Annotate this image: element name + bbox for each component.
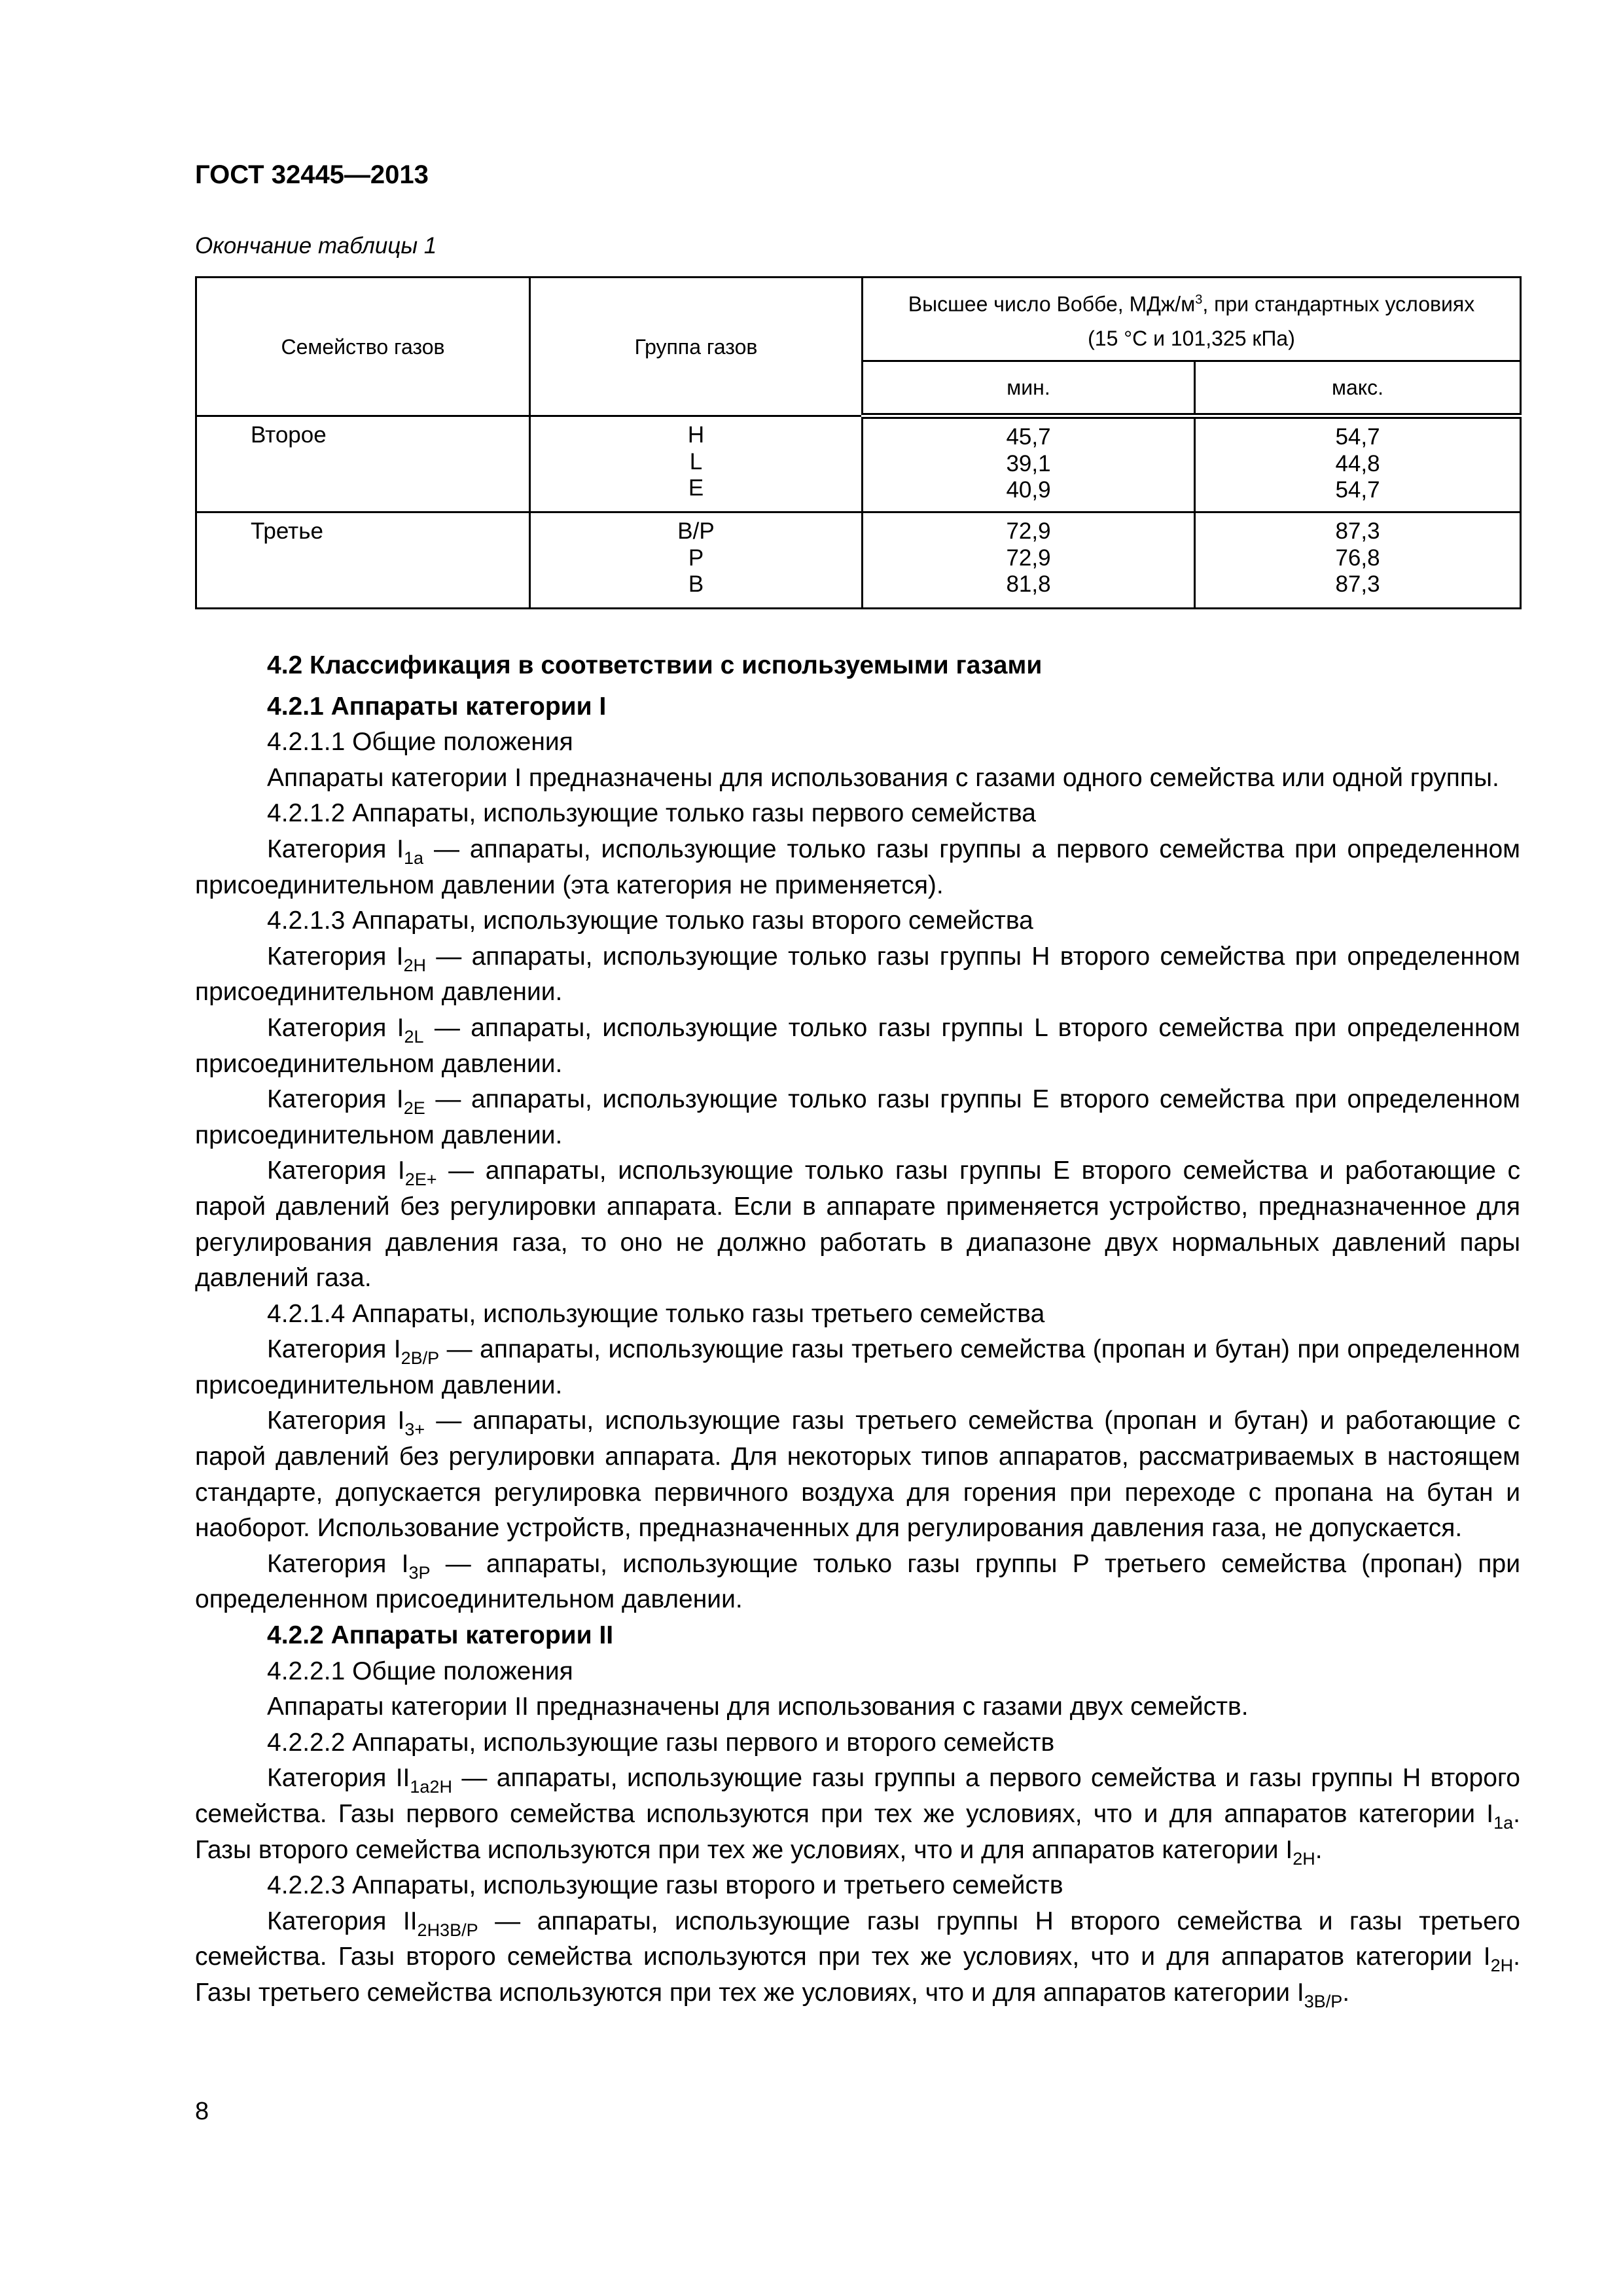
cell-min [863, 512, 1195, 609]
paragraph [195, 761, 1520, 797]
text-run: — аппараты, использующие газы третьего семейства (пропан и бутан) и работающие с парой давлений без регулировки аппарата. Для некоторых типов аппаратов, рассматриваемых в настоящем стандарте, допускается регулировка первичного воздуха для горения при переходе с пропана на бутан и наоборот. Использование устройств, предназначенных для регулирования давления газа, не допускается. [195, 1407, 1520, 1543]
subscript: 2H [1293, 1848, 1315, 1869]
min-value: 39,1 [1006, 450, 1051, 476]
max-value: 54,7 [1335, 477, 1380, 503]
body-text [195, 648, 1520, 2011]
paragraph [195, 1403, 1520, 1546]
text-run: — аппараты, использующие только газы группы Н второго семейства при определенном присоединительном давлении. [195, 942, 1520, 1007]
text-run: 4.2.1 Аппараты категории I [267, 692, 607, 721]
text-run: 4.2.2.1 Общие положения [267, 1657, 573, 1685]
wobbe-conditions: (15 °С и 101,325 кПа) [1088, 326, 1295, 350]
subscript: 3P [408, 1562, 431, 1583]
text-run: Категория I [267, 1549, 409, 1578]
min-value: 40,9 [1006, 477, 1051, 503]
text-run: — аппараты, использующие только газы группы L второго семейства при определенном присоединительном давлении. [195, 1013, 1520, 1078]
text-run: 4.2 Классификация в соответствии с используемыми газами [267, 651, 1043, 679]
text-run: Категория II [267, 1907, 418, 1935]
text-run: 4.2.2.3 Аппараты, использующие газы второго и третьего семейств [267, 1871, 1063, 1900]
paragraph [195, 1725, 1520, 1761]
text-run: 4.2.1.1 Общие положения [267, 728, 573, 757]
paragraph [195, 1761, 1520, 1868]
text-run: Категория I [267, 1085, 404, 1114]
text-run: . [1315, 1835, 1323, 1864]
text-run: Категория I [267, 1335, 401, 1364]
col-header-group: Группа газов [530, 278, 863, 416]
section-heading [195, 648, 1520, 684]
paragraph [195, 1153, 1520, 1296]
table-row [196, 512, 1521, 609]
paragraph [195, 1904, 1520, 2011]
wobbe-table [195, 276, 1522, 609]
subscript: 2H [1490, 1956, 1514, 1976]
text-run: — аппараты, использующие только газы группы а первого семейства при определенном присоединительном давлении (эта категория не применяется). [195, 834, 1520, 899]
paragraph [195, 1332, 1520, 1403]
group-value: B [688, 571, 704, 597]
text-run: . Газы третьего семейства используются при тех же условиях, что и для аппаратов категории I [195, 1943, 1520, 2007]
text-run: . [1342, 1978, 1350, 2007]
subscript: 2B/P [401, 1348, 440, 1369]
max-value: 76,8 [1335, 545, 1380, 571]
min-value: 45,7 [1006, 424, 1051, 450]
col-header-max: макс. [1195, 361, 1521, 416]
subscript: 2E+ [404, 1170, 437, 1190]
paragraph [195, 1011, 1520, 1082]
text-run: — аппараты, использующие только газы группы Е второго семейства при определенном присоединительном давлении. [195, 1085, 1520, 1149]
text-run: — аппараты, использующие газы третьего семейства (пропан и бутан) при определенном присоединительном давлении. [195, 1335, 1520, 1399]
text-run: Категория II [267, 1764, 410, 1793]
text-run: 4.2.1.3 Аппараты, использующие только газы второго семейства [267, 906, 1033, 935]
paragraph [195, 1082, 1520, 1153]
text-run: 4.2.2 Аппараты категории II [267, 1621, 614, 1650]
col-header-wobbe [863, 278, 1521, 361]
text-run: Категория I [267, 942, 404, 971]
text-run: — аппараты, использующие только газы группы Р третьего семейства (пропан) при определенном присоединительном давлении. [195, 1549, 1520, 1614]
subscript: 3B/P [1304, 1991, 1343, 2011]
min-value: 72,9 [1006, 545, 1051, 571]
text-run: Аппараты категории I предназначены для использования с газами одного семейства или одной группы. [267, 763, 1499, 792]
min-value: 81,8 [1006, 571, 1051, 597]
subscript: 1a [1493, 1813, 1514, 1833]
cell-max [1195, 512, 1521, 609]
cell-min [863, 416, 1195, 512]
col-header-min: мин. [863, 361, 1195, 416]
text-run: 4.2.1.2 Аппараты, использующие только газы первого семейства [267, 799, 1036, 828]
cell-max [1195, 416, 1521, 512]
group-value: L [689, 448, 703, 475]
group-value: P [688, 545, 704, 571]
table-caption: Окончание таблицы 1 [195, 233, 437, 259]
col-header-family: Семейство газов [196, 278, 530, 416]
group-value: B/P [677, 518, 715, 544]
table-header-row [196, 278, 1521, 361]
text-run: — аппараты, использующие газы группы а первого семейства и газы группы Н второго семейства. Газы первого семейства используются при тех же условиях, что и для аппаратов категории I [195, 1764, 1520, 1828]
subscript: 2L [404, 1026, 424, 1047]
max-value: 44,8 [1335, 450, 1380, 476]
paragraph [195, 939, 1520, 1011]
max-value: 54,7 [1335, 424, 1380, 450]
paragraph [195, 1868, 1520, 1904]
cell-groups [530, 416, 863, 512]
max-value: 87,3 [1335, 571, 1380, 597]
text-run: Категория I [267, 1013, 404, 1042]
paragraph [195, 1297, 1520, 1333]
text-run: Аппараты категории II предназначены для использования с газами двух семейств. [267, 1693, 1249, 1721]
text-run: 4.2.1.4 Аппараты, использующие только газы третьего семейства [267, 1299, 1045, 1328]
table-row [196, 416, 1521, 512]
subscript: 2H [403, 955, 426, 975]
paragraph [195, 1654, 1520, 1690]
cell-family: Третье [196, 512, 530, 609]
subscript: 2H3B/P [417, 1920, 478, 1940]
text-run: Категория I [267, 834, 404, 863]
subscript: 3+ [404, 1420, 425, 1440]
paragraph [195, 725, 1520, 761]
paragraph [195, 796, 1520, 832]
cell-family: Второе [196, 416, 530, 512]
text-run: — аппараты, использующие газы группы Н второго семейства и газы третьего семейства. Газы второго семейства используются при тех же условиях, что и для аппаратов категории I [195, 1907, 1520, 1971]
paragraph [195, 903, 1520, 939]
wobbe-sup: 3 [1195, 293, 1203, 308]
text-run: Категория I [267, 1407, 405, 1435]
text-run: . Газы второго семейства используются при тех же условиях, что и для аппаратов категории I [195, 1800, 1520, 1864]
paragraph [195, 1689, 1520, 1725]
subscript: 1a [404, 848, 424, 868]
text-run: Категория I [267, 1157, 405, 1185]
paragraph [195, 1547, 1520, 1618]
min-value: 72,9 [1006, 518, 1051, 544]
section-heading [195, 1618, 1520, 1654]
text-run: — аппараты, использующие только газы группы Е второго семейства и работающие с парой давлений без регулировки аппарата. Если в аппарате применяется устройство, предназначенное для регулирования давления газа, то оно не должно работать в диапазоне двух нормальных давлений пары давлений газа. [195, 1157, 1520, 1293]
group-value: H [687, 422, 705, 448]
group-value: E [688, 475, 704, 501]
subscript: 1a2H [410, 1777, 452, 1797]
cell-groups [530, 512, 863, 609]
section-heading [195, 689, 1520, 725]
page-number: 8 [195, 2098, 209, 2125]
max-value: 87,3 [1335, 518, 1380, 544]
subscript: 2E [403, 1098, 425, 1119]
paragraph [195, 832, 1520, 903]
document-id-header: ГОСТ 32445—2013 [195, 160, 429, 189]
text-run: 4.2.2.2 Аппараты, использующие газы первого и второго семейств [267, 1728, 1055, 1757]
wobbe-label-tail: , при стандартных условиях [1202, 292, 1475, 316]
wobbe-label: Высшее число Воббе, МДж/м [908, 292, 1196, 316]
